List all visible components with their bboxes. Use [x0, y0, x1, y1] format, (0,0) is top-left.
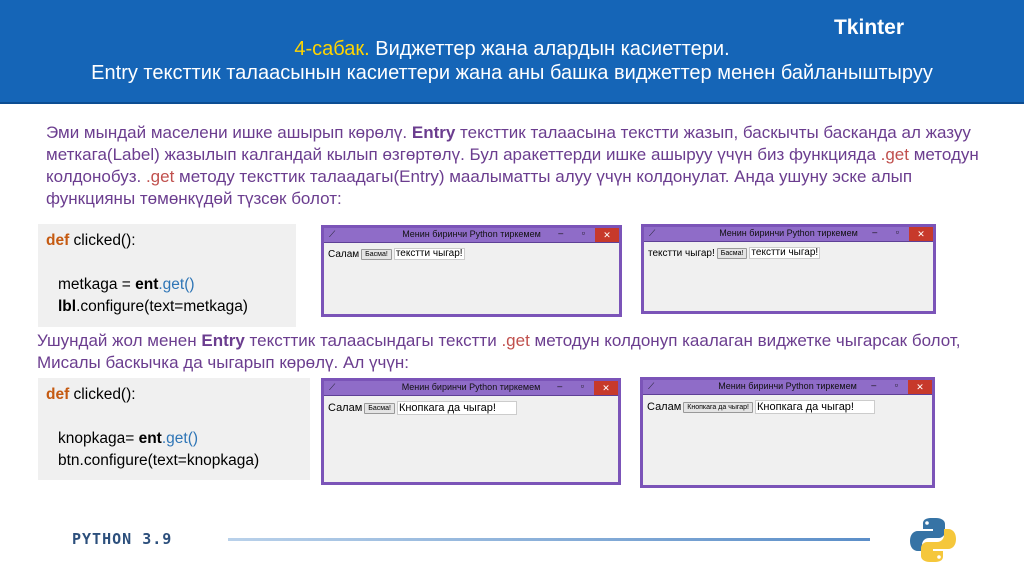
code2-signature: clicked():	[69, 386, 136, 403]
close-icon[interactable]: ✕	[908, 380, 932, 394]
window-controls[interactable]: – ▫	[871, 380, 906, 390]
window-controls[interactable]: – ▫	[557, 381, 592, 391]
close-icon[interactable]: ✕	[595, 228, 619, 242]
window-title: Менин биринчи Python тиркемем	[718, 381, 857, 391]
feather-icon: ⟋	[329, 382, 336, 392]
p1-text-a: Эми мындай маселени ишке ашырып көрөлү.	[46, 123, 412, 142]
p2-text-a: Ушундай жол менен	[37, 331, 202, 350]
close-icon[interactable]: ✕	[909, 227, 933, 241]
feather-icon: ⟋	[329, 229, 336, 239]
code1-var: metkaga =	[58, 276, 136, 293]
tk-window-2	[641, 224, 936, 314]
lesson-title-text: Виджеттер жана алардын касиеттери.	[375, 38, 730, 60]
tk-entry[interactable]: Кнопкага да чыгар!	[397, 401, 517, 415]
code-block-2	[38, 378, 310, 480]
p1-entry-word: Entry	[411, 123, 456, 142]
code1-signature: clicked():	[69, 232, 136, 249]
window-titlebar	[643, 380, 932, 394]
code1-method: .get()	[158, 276, 195, 293]
close-icon[interactable]: ✕	[594, 381, 618, 395]
tk-entry[interactable]: текстти чыгар!	[751, 247, 819, 258]
tk-entry[interactable]: Кнопкага да чыгар!	[755, 400, 875, 414]
p1-text-c: тексттик талаасына текстти жазып, баскычты басканда ал жазуу меткага(Label) жазылып калгандай кылып өзгөртөлү. Бул аракеттерди ишке ашыруу үчүн биз функцияда	[46, 123, 971, 164]
lesson-title	[0, 38, 1024, 61]
code1-obj2: lbl	[58, 298, 77, 315]
tk-label: Салам	[328, 248, 360, 260]
paragraph-2	[37, 330, 997, 374]
tk-button[interactable]: Басма!	[364, 403, 395, 414]
feather-icon: ⟋	[648, 381, 655, 391]
tk-label: текстти чыгар!	[648, 247, 715, 259]
lesson-subtitle: Entry тексттик талаасынын касиеттери жана аны башка виджеттер менен байланыштыруу	[91, 62, 933, 84]
code2-method: .get()	[161, 430, 199, 447]
footer-divider	[228, 538, 870, 541]
code2-obj: ent	[138, 430, 162, 447]
p2-text-e: методун колдонуп каалаган виджетке чыгарсак болот, Мисалы баскычка да чыгарып көрөлү. Ал үчүн:	[37, 331, 961, 372]
feather-icon: ⟋	[649, 228, 656, 238]
code1-obj: ent	[135, 276, 159, 293]
window-title: Менин биринчи Python тиркемем	[401, 382, 541, 392]
window-title: Менин биринчи Python тиркемем	[719, 228, 858, 238]
window-controls[interactable]: – ▫	[558, 228, 593, 238]
tk-window-1	[321, 225, 622, 317]
window-body	[324, 395, 618, 482]
code2-def: def	[46, 386, 70, 403]
tk-label: Салам	[647, 401, 682, 413]
window-body	[644, 241, 933, 311]
window-body	[324, 242, 619, 314]
tk-window-3	[321, 378, 621, 485]
python-version-label: PYTHON 3.9	[72, 530, 173, 548]
code1-configure: .configure(text=metkaga)	[76, 298, 248, 315]
header-band	[0, 0, 1024, 104]
window-titlebar	[324, 381, 618, 395]
tk-window-4	[640, 377, 935, 488]
code-block-1	[38, 224, 296, 327]
p1-text-g: методу тексттик талаадагы(Entry) маалыматты алуу үчүн колдонулат. Анда ушуну эске алып функцияны төмөнкүдөй түзсөк болот:	[46, 167, 913, 208]
window-body	[643, 394, 932, 485]
code1-def: def	[46, 232, 70, 249]
code2-var: knopkaga=	[58, 430, 139, 447]
paragraph-1	[46, 122, 986, 210]
p2-get: .get	[501, 331, 530, 350]
p1-get-2: .get	[145, 167, 175, 186]
tk-button[interactable]: Кнопкага да чыгар!	[683, 402, 753, 413]
window-controls[interactable]: – ▫	[872, 227, 907, 237]
brand-title: Tkinter	[833, 16, 904, 39]
window-titlebar	[644, 227, 933, 241]
p1-text-e: методун колдонобуз.	[46, 145, 979, 186]
window-title: Менин биринчи Python тиркемем	[402, 229, 541, 239]
tk-button[interactable]: Басма!	[717, 248, 748, 259]
window-titlebar	[324, 228, 619, 242]
tk-entry[interactable]: текстти чыгар!	[395, 248, 463, 259]
p1-get-1: .get	[880, 145, 909, 164]
python-logo-icon	[908, 515, 958, 565]
tk-button[interactable]: Басма!	[361, 249, 392, 260]
code2-configure: btn.configure(text=knopkaga)	[58, 452, 260, 469]
tk-label: Салам	[328, 402, 363, 414]
lesson-number: 4-сабак.	[294, 38, 370, 60]
p2-entry-word: Entry	[201, 331, 245, 350]
p2-text-c: тексттик талаасындагы текстти	[244, 331, 502, 350]
